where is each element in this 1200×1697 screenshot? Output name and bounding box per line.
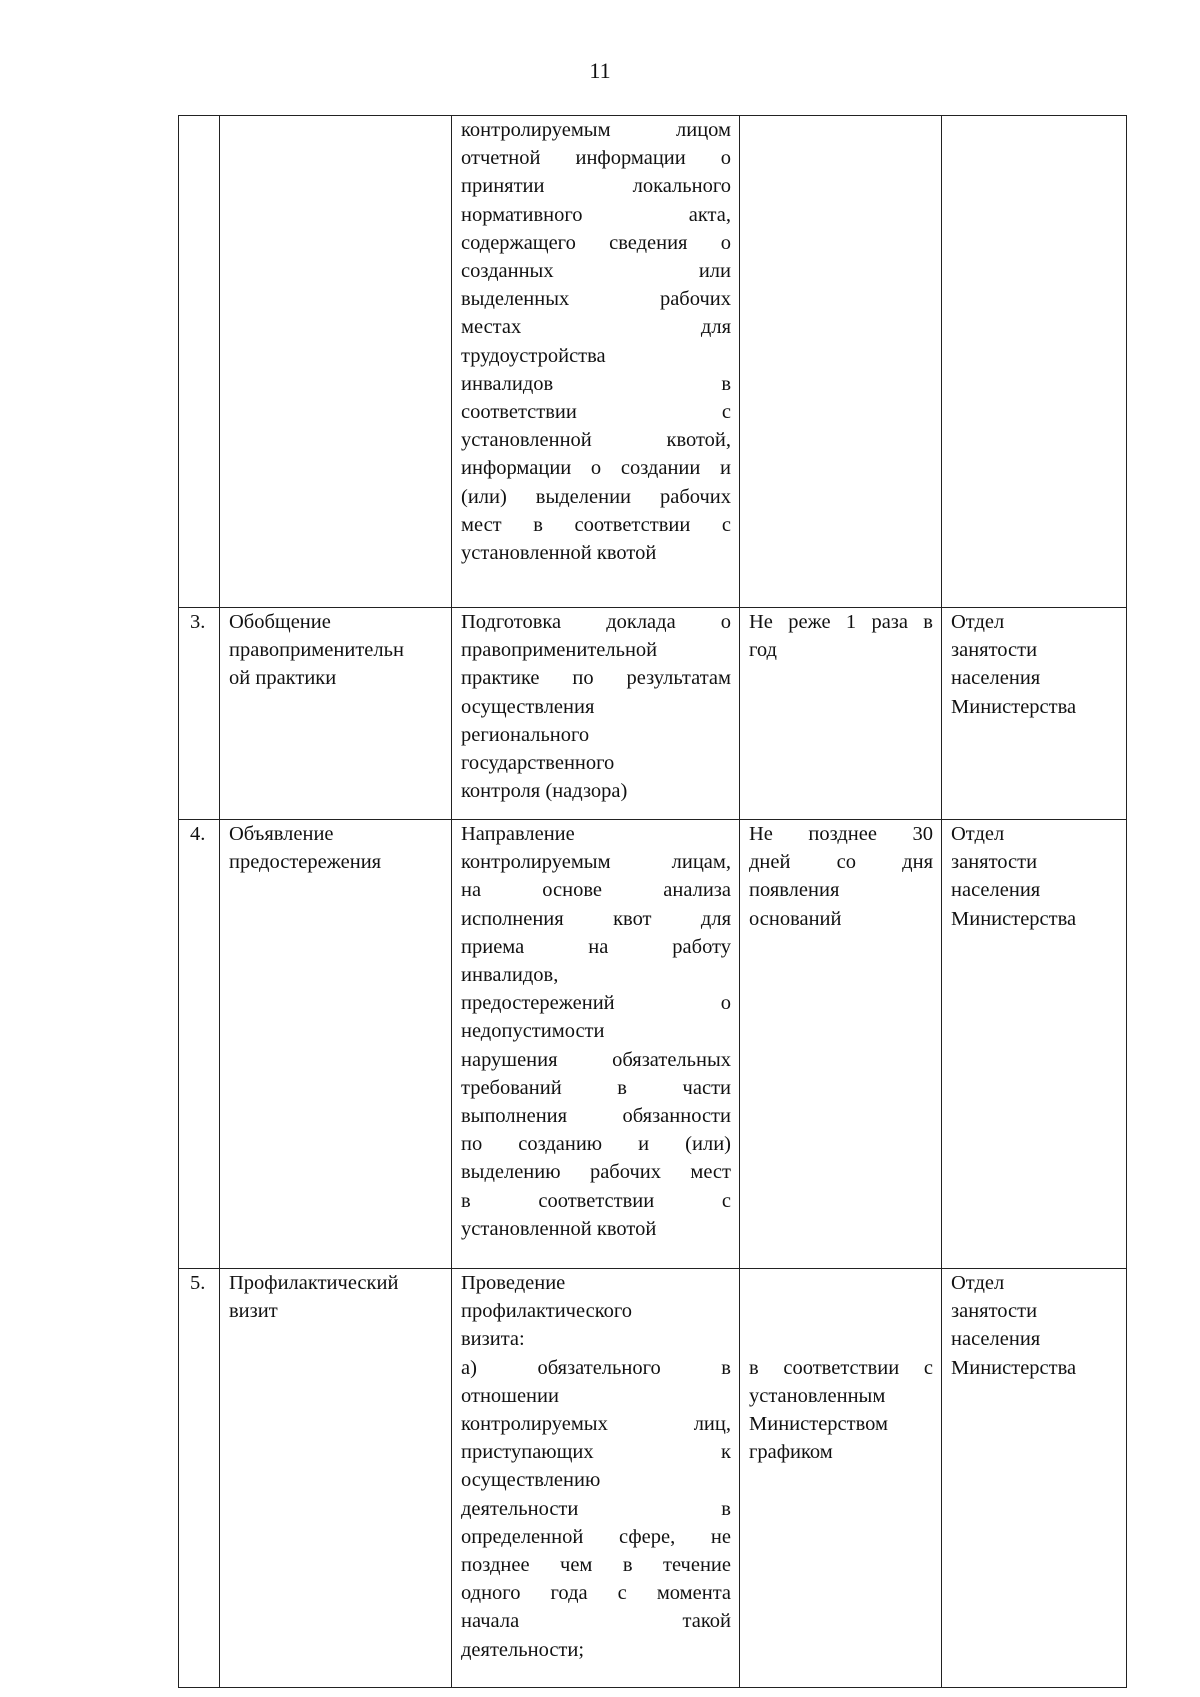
measure-content-line: инвалидов в [461, 372, 731, 395]
measure-content [452, 608, 739, 805]
row-number: 4. [190, 823, 206, 845]
table-row [179, 1269, 1127, 1688]
measure-content-line: деятельности в [461, 1497, 731, 1520]
table-row [179, 820, 1127, 1269]
measure-content-line: позднее чем в течение [461, 1554, 731, 1577]
measure-content-line: а) обязательного в [461, 1356, 731, 1379]
term-line: год [749, 639, 777, 662]
responsible-line: населения [951, 879, 1041, 902]
measure-content-line: отношении [461, 1384, 559, 1407]
measure-content [452, 820, 739, 1243]
measure-content-line: правоприменительной [461, 639, 658, 662]
measure-content-line: выделенных рабочих [461, 288, 731, 311]
measure-content-line: деятельности; [461, 1638, 585, 1661]
row-number: 3. [190, 611, 206, 633]
measure-name-line: Объявление [229, 823, 334, 845]
measure-name-cell [220, 1269, 452, 1688]
measure-name-line: ой практики [229, 667, 337, 690]
row-number-cell [179, 608, 220, 820]
measure-content-line: мест в соответствии с [461, 513, 731, 536]
responsible-cell [942, 820, 1127, 1269]
term-line: установленным [749, 1384, 886, 1407]
responsible-cell [942, 1269, 1127, 1688]
measure-content-line: недопустимости [461, 1020, 605, 1043]
measure-content-line: трудоустройства [461, 344, 606, 367]
term [740, 608, 941, 664]
term-line: дней со дня [749, 851, 933, 874]
measure-content-line: соответствии с [461, 401, 731, 424]
responsible-line: Отдел [951, 1272, 1005, 1294]
measure-content-cell [452, 116, 740, 608]
responsible-line: населения [951, 1328, 1041, 1351]
measure-content [452, 1269, 739, 1664]
measure-content-line: профилактического [461, 1300, 633, 1323]
term [740, 1269, 941, 1466]
measure-content-line: установленной квотой, [461, 429, 731, 452]
measure-content-line: требований в части [461, 1076, 731, 1099]
measure-content-line: Подготовка доклада о [461, 611, 731, 633]
measure-content-line: осуществления [461, 695, 595, 718]
responsible-line: занятости [951, 851, 1038, 874]
measure-content-line: (или) выделении рабочих [461, 485, 731, 508]
responsible-cell [942, 116, 1127, 608]
responsible-line: Отдел [951, 611, 1005, 633]
measure-content-line: выполнения обязанности [461, 1105, 731, 1128]
measure-content-line: содержащего сведения о [461, 231, 731, 254]
measure-content-line: на основе анализа [461, 879, 731, 902]
measure-content-line: предостережений о [461, 992, 731, 1015]
measure-content [452, 116, 739, 567]
measure-content-line: созданных или [461, 260, 731, 283]
measure-content-line: Проведение [461, 1272, 566, 1294]
measure-content-line: начала такой [461, 1610, 731, 1633]
row-number: 5. [190, 1272, 206, 1294]
measure-content-line: практике по результатам [461, 667, 731, 690]
responsible [942, 820, 1126, 933]
measure-content-line: контроля (надзора) [461, 780, 628, 803]
term-line: Не позднее 30 [749, 823, 933, 845]
responsible-line: Отдел [951, 823, 1005, 845]
row-number-cell [179, 116, 220, 608]
term-cell [740, 608, 942, 820]
table-body [179, 116, 1127, 1688]
measures-table [178, 115, 1127, 1688]
measure-content-line: информации о создании и [461, 457, 731, 480]
measure-content-line: по созданию и (или) [461, 1133, 731, 1156]
term-line: графиком [749, 1441, 833, 1464]
term-cell [740, 1269, 942, 1688]
measure-content-cell [452, 1269, 740, 1688]
responsible [942, 1269, 1126, 1382]
measure-content-line: осуществлению [461, 1469, 601, 1492]
measure-content-line: отчетной информации о [461, 147, 731, 170]
measure-content-line: установленной квотой [461, 1217, 657, 1240]
term-line: Не реже 1 раза в [749, 611, 933, 633]
term-cell [740, 820, 942, 1269]
measure-name [220, 1269, 451, 1325]
responsible-line: занятости [951, 639, 1038, 662]
measure-content-line: приема на работу [461, 935, 731, 958]
measure-content-line: принятии локального [461, 175, 731, 198]
measure-content-line: нарушения обязательных [461, 1048, 731, 1071]
responsible-line: населения [951, 667, 1041, 690]
term-line: Министерством [749, 1413, 888, 1435]
responsible-line: Министерства [951, 1356, 1077, 1379]
measure-content-line: Направление [461, 823, 575, 845]
measure-content-line: в соответствии с [461, 1189, 731, 1212]
measure-content-line: выделению рабочих мест [461, 1161, 731, 1184]
measure-name-cell [220, 116, 452, 608]
measure-content-line: контролируемым лицам, [461, 851, 731, 874]
page-number: 11 [589, 58, 611, 83]
term-line: появления [749, 879, 840, 902]
responsible-line: Министерства [951, 907, 1077, 930]
measure-name-line: правоприменительн [229, 639, 404, 662]
measure-content-line: визита: [461, 1328, 525, 1351]
term-line: оснований [749, 907, 842, 930]
measure-content-line: установленной квотой [461, 542, 657, 565]
measure-content-line: нормативного акта, [461, 203, 731, 226]
measure-content-line: контролируемых лиц, [461, 1413, 731, 1436]
table-row [179, 116, 1127, 608]
measure-content-line: исполнения квот для [461, 907, 731, 930]
term-spacer [749, 1269, 933, 1354]
responsible-line: Министерства [951, 695, 1077, 718]
measure-name [220, 820, 451, 876]
term [740, 820, 941, 933]
measure-content-line: регионального [461, 723, 590, 746]
measure-name-line: предостережения [229, 851, 382, 874]
measure-name [220, 608, 451, 693]
measure-content-cell [452, 820, 740, 1269]
table-row [179, 608, 1127, 820]
measure-content-line: определенной сфере, не [461, 1525, 731, 1548]
responsible-cell [942, 608, 1127, 820]
responsible-line: занятости [951, 1300, 1038, 1323]
measure-content-line: приступающих к [461, 1441, 731, 1464]
measure-content-cell [452, 608, 740, 820]
measure-name-line: Профилактический [229, 1272, 399, 1294]
measure-name-line: визит [229, 1300, 278, 1323]
term-cell [740, 116, 942, 608]
measure-content-line: контролируемым лицом [461, 119, 731, 141]
measure-content-line: одного года с момента [461, 1582, 731, 1605]
measure-name-cell [220, 820, 452, 1269]
row-number-cell [179, 820, 220, 1269]
term-line: в соответствии с [749, 1356, 933, 1379]
row-number-cell [179, 1269, 220, 1688]
measure-content-line: государственного [461, 752, 615, 775]
measure-name-cell [220, 608, 452, 820]
measure-name-line: Обобщение [229, 611, 331, 633]
measure-content-line: инвалидов, [461, 964, 559, 987]
responsible [942, 608, 1126, 721]
measure-content-line: местах для [461, 316, 731, 339]
